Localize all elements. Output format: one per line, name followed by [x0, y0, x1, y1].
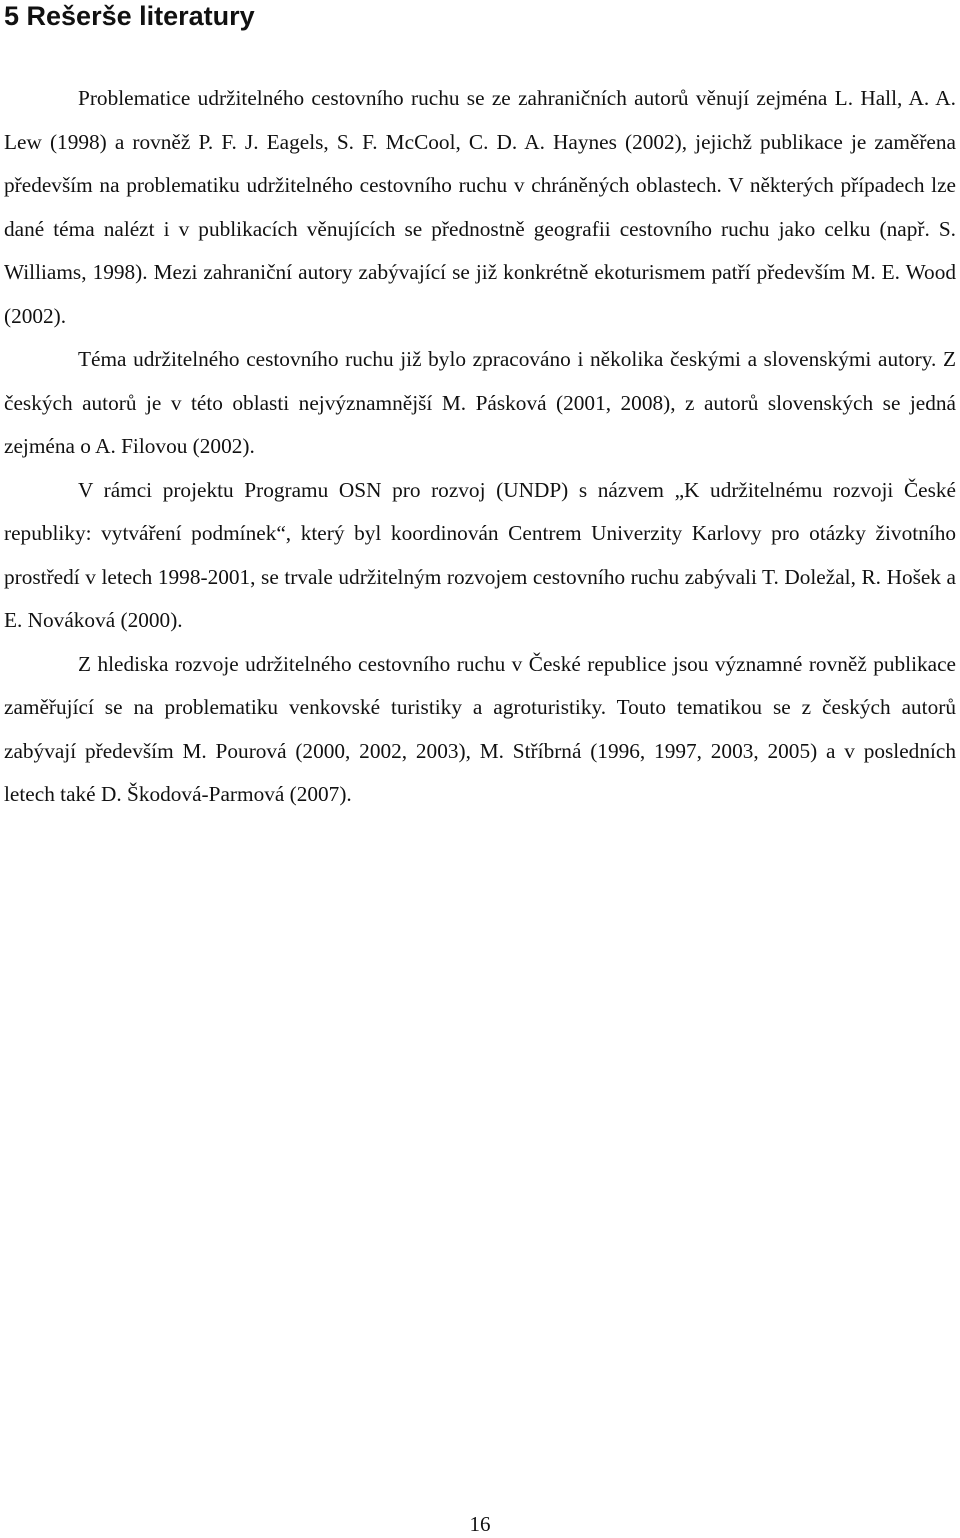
paragraph-czech-slovak-authors: Téma udržitelného cestovního ruchu již bylo zpracováno i několika českými a slovenskými autory. Z českých autorů je v této oblasti nejvýznamnější M. Pásková (2001, 2008), z autorů slovenských se jedná zejména o A. Filovou (2002). [4, 347, 956, 458]
section-heading: 5 Rešerše literatury [4, 1, 255, 31]
page-number: 16 [469, 1512, 491, 1536]
body-text [4, 77, 956, 817]
paragraph-foreign-authors: Problematice udržitelného cestovního ruchu se ze zahraničních autorů věnují zejména L. Hall, A. A. Lew (1998) a rovněž P. F. J. Eagels, S. F. McCool, C. D. A. Haynes (2002), jejichž publikace je zaměřena především na problematiku udržitelného cestovního ruchu v chráněných oblastech. V některých případech lze dané téma nalézt i v publikacích věnujících se přednostně geografii cestovního ruchu jako celku (např. S. Williams, 1998). Mezi zahraniční autory zabývající se již konkrétně ekoturismem patří především M. E. Wood (2002). [4, 86, 956, 328]
paragraph-undp-project: V rámci projektu Programu OSN pro rozvoj (UNDP) s názvem „K udržitelnému rozvoji České republiky: vytváření podmínek“, který byl koordinován Centrem Univerzity Karlovy pro otázky životního prostředí v letech 1998-2001, se trvale udržitelným rozvojem cestovního ruchu zabývali T. Doležal, R. Hošek a E. Nováková (2000). [4, 477, 956, 632]
paragraph-rural-tourism: Z hlediska rozvoje udržitelného cestovního ruchu v České republice jsou významné rovněž publikace zaměřující se na problematiku venkovské turistiky a agroturistiky. Touto tematikou se z českých autorů zabývají především M. Pourová (2000, 2002, 2003), M. Stříbrná (1996, 1997, 2003, 2005) a v posledních letech také D. Škodová-Parmová (2007). [4, 651, 956, 806]
